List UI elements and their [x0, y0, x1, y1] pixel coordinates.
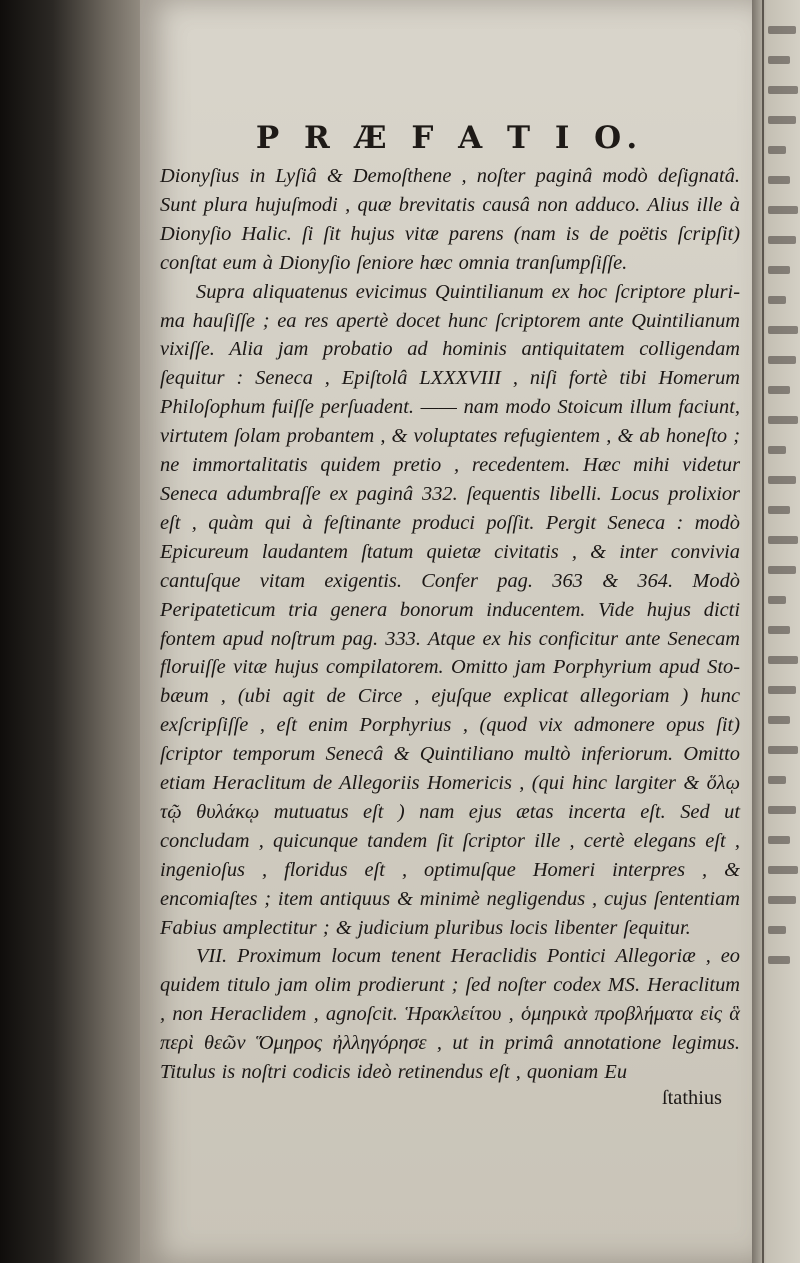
adjacent-page-edge — [752, 0, 800, 1263]
page-text-block — [160, 120, 740, 1110]
adjacent-line — [766, 104, 800, 134]
adjacent-line — [766, 164, 800, 194]
adjacent-line — [766, 314, 800, 344]
adjacent-line — [766, 704, 800, 734]
adjacent-line — [766, 254, 800, 284]
adjacent-line — [766, 584, 800, 614]
paragraph-1: Dionyſius in Lyſiâ & Demoſthene , noſter paginâ modò deſignatâ. Sunt plura hujuſmodi , quæ brevitatis causâ non adduco. Alius ille à Dionyſio Halic. ſi ſit hujus vitæ parens (nam is de poëtis ſcripſit) conſtat eum à Dionyſio ſeniore hæc omnia tranſumpſiſſe. — [160, 165, 740, 274]
adjacent-line — [766, 44, 800, 74]
adjacent-line — [766, 764, 800, 794]
adjacent-line — [766, 944, 800, 974]
adjacent-line — [766, 644, 800, 674]
adjacent-line — [766, 194, 800, 224]
adjacent-line — [766, 344, 800, 374]
catchword: ſtathius — [661, 1087, 722, 1109]
book-page — [140, 0, 752, 1263]
adjacent-page-rule — [762, 0, 764, 1263]
adjacent-line — [766, 854, 800, 884]
book-gutter — [0, 0, 150, 1263]
paragraph-2: Supra aliquatenus evicimus Quintilianum ex hoc ſcriptore plurima hauſiſſe ; ea res apertè docet hunc ſcriptorem ante Quintilianum vixiſſe. Alia jam probatio ad hominis antiquitatem colligendam ſequitur : Seneca , Epiſtolâ LXXXVIII , niſi fortè tibi Homerum Philoſophum fuiſſe perſuadent. —— nam modo Stoicum illum faciunt, virtutem ſolam probantem , & voluptates refugientem , & ab honeſto ; ne immortalitatis quidem pretio , recedentem. Hæc mihi videtur Seneca adumbraſſe ex paginâ 332. ſequentis libelli. Locus prolixior eſt , quàm qui à feſtinante produci poſſit. Pergit Seneca : modò Epicureum laudantem ſtatum quietæ civitatis , & inter convivia cantuſque vitam exigentis. Confer pag. 363 & 364. Modò Peripateticum tria genera bonorum inducentem. Vide hujus dicti fontem apud noſtrum pag. 333. Atque ex his conficitur ante Senecam floruiſſe vitæ hujus compilatorem. Omitto jam Porphyrium apud Stobæum , (ubi agit de Circe , ejuſque explicat allegoriam ) hunc exſcripſiſſe , eſt enim Porphyrius , (quod vix admonere opus ſit) ſcriptor temporum Senecâ & Quintiliano multò inferiorum. Omitto etiam Heraclitum de Allegoriis Homericis , (qui hinc largiter & ὅλῳ τῷ θυλάκῳ mutuatus eſt ) nam ejus ætas incerta eſt. Sed ut concludam , quicunque tandem ſit ſcriptor ille , certè elegans eſt , ingenioſus , floridus eſt , optimuſque Homeri interpres , & encomiaſtes ; item antiquus & minimè negligendus , cujus ſententiam Fabius amplectitur ; & judicium pluribus locis libenter ſequitur. — [160, 280, 740, 939]
adjacent-line — [766, 614, 800, 644]
adjacent-line — [766, 794, 800, 824]
page-heading: P R Æ F A T I O. — [255, 120, 645, 156]
adjacent-line — [766, 224, 800, 254]
adjacent-line — [766, 74, 800, 104]
adjacent-line — [766, 524, 800, 554]
adjacent-line — [766, 434, 800, 464]
adjacent-line — [766, 914, 800, 944]
adjacent-line — [766, 734, 800, 764]
adjacent-line — [766, 554, 800, 584]
adjacent-line — [766, 374, 800, 404]
adjacent-line — [766, 494, 800, 524]
adjacent-line — [766, 464, 800, 494]
adjacent-line — [766, 284, 800, 314]
adjacent-line — [766, 884, 800, 914]
adjacent-page-lines — [766, 14, 800, 974]
adjacent-line — [766, 14, 800, 44]
adjacent-line — [766, 824, 800, 854]
adjacent-line — [766, 674, 800, 704]
adjacent-line — [766, 134, 800, 164]
adjacent-line — [766, 404, 800, 434]
paragraph-3: VII. Proximum locum tenent Heraclidis Pontici Allegoriæ , eo quidem titulo jam olim prodierunt ; ſed noſter codex MS. Heraclitum , non Heraclidem , agnoſcit. Ἡρακλείτου , ὁμηρικὰ προβλήματα εἰς ἃ περὶ θεῶν Ὅμηρος ἠλληγόρησε , ut in primâ annotatione legimus. Titulus is noſtri codicis ideò retinendus eſt , quoniam Eu — [160, 945, 740, 1084]
